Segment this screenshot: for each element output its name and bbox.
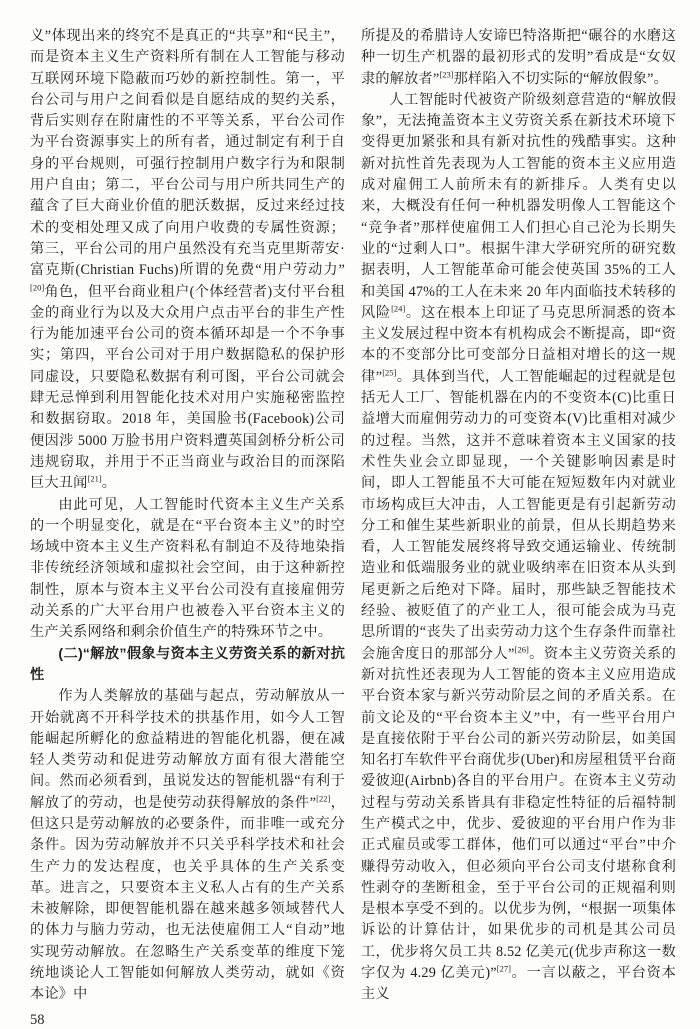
- citation-marker: [24]: [391, 303, 406, 314]
- page-number: 58: [30, 1011, 45, 1028]
- citation-marker: [25]: [382, 367, 397, 378]
- citation-marker: [27]: [496, 963, 511, 974]
- paragraph: 义”体现出来的终究不是真正的“共享”和“民主”，而是资本主义生产资料所有制在人工智能与移动互联网环境下隐蔽而巧妙的新控制性。第一，平台公司与用户之间看似是自愿结成的契约关系，背后实则存在附庸性的不平等关系，平台公司作为平台资源事实上的所有者，通过制定有利于自身的平台规则，可强行控制用户数字行为和限制用户自由；第二，平台公司与用户所共同生产的蕴含了巨大商业价值的肥沃数据，反过来经过技术的变相处理又成了向用户收费的专属性资源；第三，平台公司的用户虽然没有充当克里斯蒂安·富克斯(Christian Fuchs)所谓的免费“用户劳动力”[20]角色，但平台商业租户(个体经营者)支付平台租金的商业行为以及大众用户点击平台的非生产性行为能加速平台公司的资本循环却是一个不争事实；第四，平台公司对于用户数据隐私的保护形同虚设，只要隐私数据有利可图，平台公司就会肆无忌惮到利用智能化技术对用户实施秘密监控和数据窃取。2018 年，美国脸书(Facebook)公司便因涉 5000 万脸书用户资料遭英国剑桥分析公司违规窃取，并用于不正当商业与政治目的而深陷巨大丑闻[21]。: [30, 28, 345, 492]
- two-column-text-body: [30, 26, 675, 1006]
- paragraph: 作为人类解放的基础与起点，劳动解放从一开始就离不开科学技术的拱基作用，如今人工智能崛起所孵化的愈益精进的智能化机器，便在减轻人类劳动和促进劳动解放方面有很大潜能空间。然而必须看到，虽说发达的智能机器“有利于解放了的劳动，也是使劳动获得解放的条件”[22]，但这只是劳动解放的必要条件，而非唯一或充分条件。因为劳动解放并不只关乎科学技术和社会生产力的发达程度，也关乎具体的生产关系变革。进言之，只要资本主义私人占有的生产关系未被解除，即便智能机器在越来越多领域替代人的体力与脑力劳动，也无法使雇佣工人“自动”地实现劳动解放。在忽略生产关系变革的维度下笼统地谈论人工智能如何解放人类劳动，就如《资本论》中: [30, 688, 345, 1003]
- section-heading: (二)“解放”假象与资本主义劳资关系的新对抗性: [30, 645, 345, 683]
- citation-marker: [22]: [316, 792, 331, 803]
- paragraph: 人工智能时代被资产阶级刻意营造的“解放假象”，无法掩盖资本主义劳资关系在新技术环境下变得更加紧张和具有新对抗性的残酷事实。这种新对抗性首先表现为人工智能的资本主义应用造成对雇佣工人前所未有的新排斥。人类有史以来，大概没有任何一种机器发明像人工智能这个“竞争者”那样使雇佣工人们担心自己沦为长期失业的“过剩人口”。根据牛津大学研究所的研究数据表明，人工智能革命可能会使英国 35%的工人和美国 47%的工人在未来 20 年内面临技术转移的风险[24]。这在根本上印证了马克思所洞悉的资本主义发展过程中资本有机构成会不断提高，即“资本的不变部分比可变部分日益相对增长的这一规律”[25]。具体到当代，人工智能崛起的过程就是包括无人工厂、智能机器在内的不变资本(C)比重日益增大而雇佣劳动力的可变资本(V)比重相对减少的过程。当然，这并不意味着资本主义国家的技术性失业会立即显现，一个关键影响因素是时间，即人工智能虽不大可能在短短数年内对就业市场构成巨大冲击，人工智能更是有引起新劳动分工和催生某些新职业的前景，但从长期趋势来看，人工智能发展终将导致交通运输业、传统制造业和低端服务业的就业吸纳率在旧资本从头到尾更新之后绝对下降。届时，那些缺乏智能技术经验、被贬值了的产业工人，很可能会成为马克思所谓的“丧失了出卖劳动力这个生存条件而靠社会施舍度日的那部分人”[26]。资本主义劳资关系的新对抗性还表现为人工智能的资本主义应用造成平台资本家与新兴劳动阶层之间的矛盾关系。在前文论及的“平台资本主义”中，有一些平台用户是直接依附于平台公司的新兴劳动阶层，如美国知名打车软件平台商优步(Uber)和房屋租赁平台商爱彼迎(Airbnb)各自的平台用户。在资本主义劳动过程与劳动关系皆具有非稳定性特征的后福特制生产模式之中，优步、爱彼迎的平台用户作为非正式雇员或零工群体，他们可以通过“平台”中介赚得劳动收入，但必须向平台公司支付堪称食利性剥夺的垄断租金，至于平台公司的正规福利则是根本享受不到的。以优步为例，“根据一项集体诉讼的计算估计，如果优步的司机是其公司员工，优步将欠员工共 8.52 亿美元(优步声称这一数字仅为 4.29 亿美元)”[27]。一言以蔽之，平台资本主义: [361, 91, 676, 1003]
- citation-marker: [23]: [439, 68, 454, 79]
- citation-marker: [21]: [87, 473, 102, 484]
- left-column: [30, 26, 345, 1006]
- paragraph: 所提及的希腊诗人安谛巴特洛斯把“碾谷的水磨这种一切生产机器的最初形式的发明”看成是“女奴隶的解放者”[23]那样陷入不切实际的“解放假象”。: [361, 28, 676, 87]
- citation-marker: [20]: [30, 281, 45, 292]
- paragraph: 由此可见，人工智能时代资本主义生产关系的一个明显变化，就是在“平台资本主义”的时空场域中资本主义生产资料私有制迫不及待地染指非传统经济领域和虚拟社会空间，由于这种新控制性，原本与资本主义平台公司没有直接雇佣劳动关系的广大平台用户也被卷入平台资本主义的生产关系网络和剩余价值生产的特殊环节之中。: [30, 496, 345, 641]
- right-column: [361, 26, 676, 1006]
- citation-marker: [26]: [514, 643, 529, 654]
